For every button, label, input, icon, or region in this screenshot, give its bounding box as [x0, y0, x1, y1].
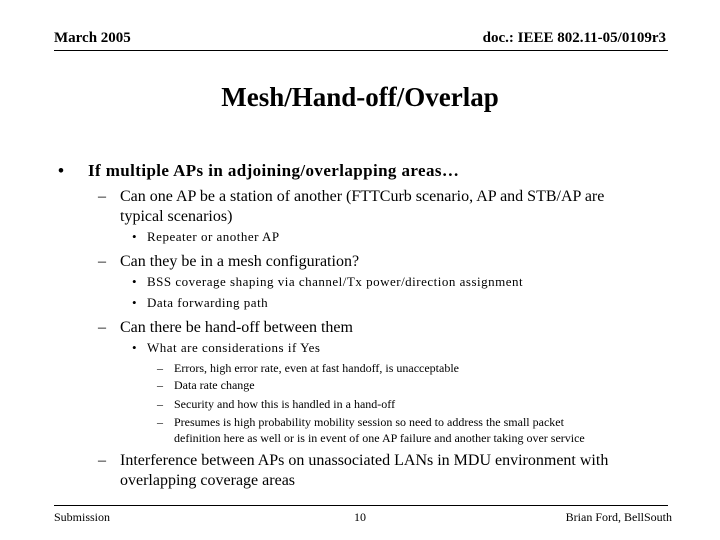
- bullet-marker: •: [58, 161, 65, 180]
- dash-marker: –: [98, 319, 106, 336]
- item-data-forwarding: Data forwarding path: [147, 295, 269, 310]
- sub-station-line2: typical scenarios): [120, 208, 233, 225]
- sub-interference-line2: overlapping coverage areas: [120, 472, 296, 489]
- footer-author: Brian Ford, BellSouth: [565, 510, 672, 524]
- consideration-errors: Errors, high error rate, even at fast handoff, is unacceptable: [174, 361, 459, 375]
- dash-marker: –: [157, 361, 163, 375]
- footer-rule: [54, 505, 668, 506]
- bullet-marker: •: [132, 295, 138, 310]
- dash-marker: –: [98, 253, 106, 270]
- header-doc-id: doc.: IEEE 802.11-05/0109r3: [482, 30, 666, 46]
- slide-title: Mesh/Hand-off/Overlap: [221, 82, 499, 112]
- consideration-mobility-cont: definition here as well or is in event of one AP failure and another taking over service: [174, 431, 585, 445]
- consideration-mobility: Presumes is high probability mobility session so need to address the small packet: [174, 415, 564, 429]
- footer-page-number: 10: [354, 510, 366, 524]
- dash-marker: –: [157, 378, 163, 392]
- item-considerations: What are considerations if Yes: [147, 340, 321, 355]
- footer-submission: Submission: [54, 510, 111, 524]
- item-bss-coverage: BSS coverage shaping via channel/Tx power/direction assignment: [147, 274, 524, 289]
- sub-handoff: Can there be hand-off between them: [120, 319, 353, 336]
- dash-marker: –: [98, 452, 106, 469]
- dash-marker: –: [157, 415, 163, 429]
- sub-interference-line1: Interference between APs on unassociated LANs in MDU environment with: [120, 452, 609, 469]
- bullet-marker: •: [132, 229, 138, 244]
- item-repeater: Repeater or another AP: [147, 229, 280, 244]
- header-rule: [54, 50, 668, 51]
- bullet-marker: •: [132, 274, 138, 289]
- sub-mesh: Can they be in a mesh configuration?: [120, 253, 360, 270]
- dash-marker: –: [157, 397, 163, 411]
- bullet-marker: •: [132, 340, 138, 355]
- bullet-multiple-aps: If multiple APs in adjoining/overlapping areas…: [88, 161, 460, 180]
- consideration-data-rate: Data rate change: [174, 378, 255, 392]
- dash-marker: –: [98, 188, 106, 205]
- sub-station-line1: Can one AP be a station of another (FTTCurb scenario, AP and STB/AP are: [120, 188, 605, 205]
- consideration-security: Security and how this is handled in a hand-off: [174, 397, 396, 411]
- header-date: March 2005: [54, 30, 131, 46]
